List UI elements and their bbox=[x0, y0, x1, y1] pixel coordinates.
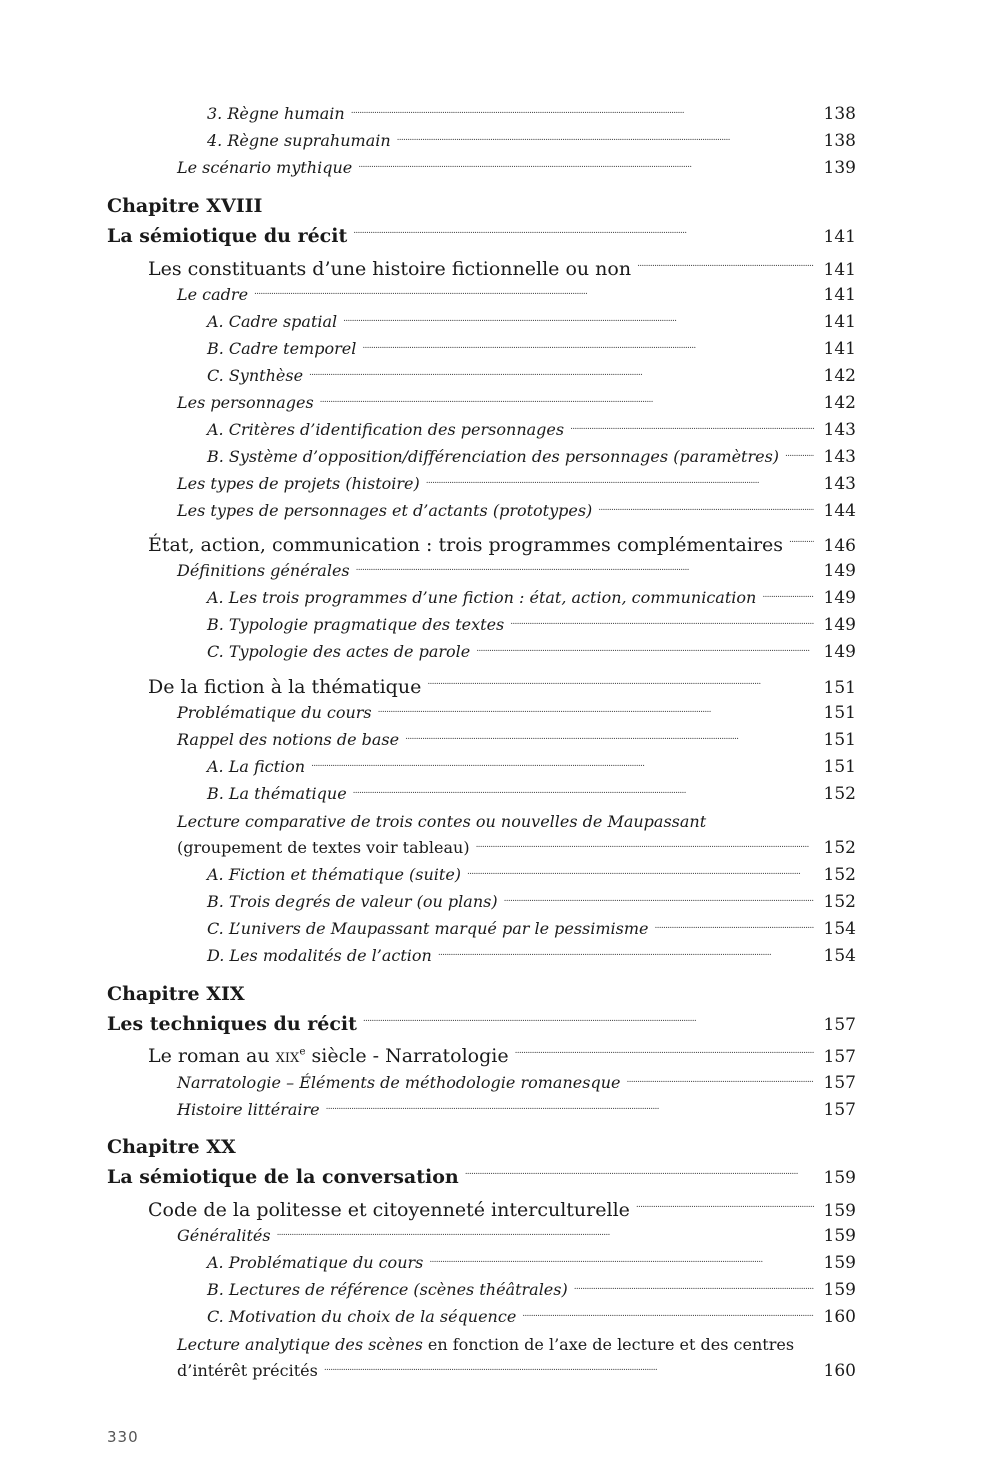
toc-entry[interactable] bbox=[0, 891, 1004, 917]
dot-leader bbox=[515, 1043, 814, 1062]
dot-leader bbox=[762, 587, 814, 603]
toc-entry[interactable] bbox=[0, 392, 1004, 418]
toc-entry[interactable] bbox=[0, 702, 1004, 728]
toc-entry-label: Généralités bbox=[177, 1226, 271, 1245]
toc-entry[interactable] bbox=[0, 1225, 1004, 1251]
toc-page-number: 160 bbox=[823, 1361, 856, 1381]
toc-page-number: 159 bbox=[823, 1280, 856, 1300]
dot-leader bbox=[353, 223, 814, 242]
toc-entry[interactable] bbox=[0, 500, 1004, 526]
dot-leader bbox=[358, 157, 814, 173]
toc-page-number: 151 bbox=[823, 678, 856, 698]
toc-entry-label: A. Fiction et thématique (suite) bbox=[207, 865, 462, 884]
toc-entry-label bbox=[148, 1045, 515, 1067]
toc-page-number: 138 bbox=[823, 104, 856, 124]
dot-leader bbox=[324, 1360, 814, 1376]
chapter-heading: Chapitre XIX bbox=[107, 983, 245, 1005]
dot-leader bbox=[467, 864, 814, 880]
dot-leader bbox=[522, 1306, 814, 1322]
dot-leader bbox=[510, 614, 814, 630]
toc-page-number: 157 bbox=[823, 1073, 856, 1093]
toc-entry-label: Les types de personnages et d’actants (prototypes) bbox=[177, 501, 593, 520]
toc-page-number: 151 bbox=[823, 703, 856, 723]
toc-entry[interactable] bbox=[0, 223, 1004, 249]
dot-leader bbox=[320, 392, 814, 408]
toc-page-number: 149 bbox=[823, 642, 856, 662]
toc-entry-label: 4. Règne suprahumain bbox=[207, 131, 391, 150]
toc-entry[interactable] bbox=[0, 1043, 1004, 1069]
dot-leader bbox=[574, 1279, 814, 1295]
toc-page-number: 141 bbox=[823, 285, 856, 305]
toc-entry-label: A. Les trois programmes d’une fiction : état, action, communication bbox=[207, 588, 757, 607]
toc-entry-label: État, action, communication : trois programmes complémentaires bbox=[148, 534, 784, 556]
toc-page-number: 160 bbox=[823, 1307, 856, 1327]
toc-entry-label: B. Trois degrés de valeur (ou plans) bbox=[207, 892, 498, 911]
toc-entry-label: A. La fiction bbox=[207, 757, 306, 776]
toc-entry-label-roman: en fonction de l’axe de lecture et des centres bbox=[422, 1335, 795, 1354]
dot-leader bbox=[637, 256, 814, 275]
toc-entry-label: d’intérêt précités bbox=[177, 1361, 318, 1380]
toc-page-number: 141 bbox=[823, 227, 856, 247]
toc-page-number: 157 bbox=[823, 1015, 856, 1035]
dot-leader bbox=[655, 918, 814, 934]
dot-leader bbox=[362, 338, 814, 354]
toc-page-number: 157 bbox=[823, 1100, 856, 1120]
toc-entry[interactable] bbox=[0, 837, 1004, 863]
toc-page-number: 141 bbox=[823, 312, 856, 332]
toc-page-number: 154 bbox=[823, 919, 856, 939]
dot-leader bbox=[277, 1225, 814, 1241]
toc-entry-label: B. Lectures de référence (scènes théâtrales) bbox=[207, 1280, 568, 1299]
dot-leader bbox=[426, 473, 814, 489]
toc-page-number: 159 bbox=[823, 1168, 856, 1188]
toc-page-number: 141 bbox=[823, 339, 856, 359]
century-numeral: xix bbox=[275, 1045, 300, 1067]
toc-entry[interactable] bbox=[0, 756, 1004, 782]
page-number: 330 bbox=[107, 1428, 139, 1446]
toc-entry[interactable] bbox=[0, 1306, 1004, 1332]
toc-entry[interactable] bbox=[0, 1197, 1004, 1223]
toc-entry[interactable] bbox=[0, 1360, 1004, 1386]
toc-page-number: 142 bbox=[823, 393, 856, 413]
toc-entry[interactable] bbox=[0, 103, 1004, 129]
toc-page-number: 139 bbox=[823, 158, 856, 178]
toc-page-number: 143 bbox=[823, 420, 856, 440]
toc-entry-label-italic: Lecture analytique des scènes bbox=[177, 1335, 423, 1354]
dot-leader bbox=[353, 783, 814, 799]
dot-leader bbox=[309, 365, 814, 381]
dot-leader bbox=[363, 1011, 814, 1030]
toc-entry-label: Les personnages bbox=[177, 393, 314, 412]
toc-entry[interactable] bbox=[0, 446, 1004, 472]
toc-entry[interactable] bbox=[0, 338, 1004, 364]
toc-entry[interactable] bbox=[0, 729, 1004, 755]
toc-entry-label-line: Lecture comparative de trois contes ou nouvelles de Maupassant bbox=[177, 812, 707, 831]
toc-entry-label: Le cadre bbox=[177, 285, 249, 304]
dot-leader bbox=[397, 130, 814, 146]
toc-page-number: 152 bbox=[823, 838, 856, 858]
toc-entry[interactable] bbox=[0, 560, 1004, 586]
toc-entry-label: Définitions générales bbox=[177, 561, 350, 580]
dot-leader bbox=[465, 1164, 814, 1183]
toc-entry-label: A. Cadre spatial bbox=[207, 312, 338, 331]
toc-entry-label: De la fiction à la thématique bbox=[148, 676, 422, 698]
toc-entry-label: B. Typologie pragmatique des textes bbox=[207, 615, 505, 634]
toc-entry-label: Les types de projets (histoire) bbox=[177, 474, 420, 493]
toc-entry-label: B. Cadre temporel bbox=[207, 339, 357, 358]
label-part: Le roman au bbox=[148, 1045, 276, 1067]
toc-entry-label: C. L’univers de Maupassant marqué par le pessimisme bbox=[207, 919, 649, 938]
toc-entry[interactable] bbox=[0, 783, 1004, 809]
toc-entry-label: La sémiotique de la conversation bbox=[107, 1166, 459, 1188]
toc-entry[interactable] bbox=[0, 1099, 1004, 1125]
toc-entry[interactable] bbox=[0, 864, 1004, 890]
dot-leader bbox=[326, 1099, 814, 1115]
toc-page-number: 149 bbox=[823, 561, 856, 581]
toc-entry-label: B. La thématique bbox=[207, 784, 347, 803]
label-part: siècle - Narratologie bbox=[305, 1045, 509, 1067]
toc-page-number: 151 bbox=[823, 730, 856, 750]
dot-leader bbox=[476, 837, 814, 853]
toc-entry-label: Histoire littéraire bbox=[177, 1100, 320, 1119]
toc-page-number: 152 bbox=[823, 892, 856, 912]
toc-entry[interactable] bbox=[0, 311, 1004, 337]
toc-page-number: 144 bbox=[823, 501, 856, 521]
toc-entry-label: (groupement de textes voir tableau) bbox=[177, 838, 470, 857]
dot-leader bbox=[570, 419, 814, 435]
dot-leader bbox=[351, 103, 814, 119]
dot-leader bbox=[427, 674, 814, 693]
chapter-heading: Chapitre XVIII bbox=[107, 195, 263, 217]
dot-leader bbox=[438, 945, 814, 961]
toc-entry[interactable] bbox=[0, 532, 1004, 558]
toc-entry[interactable] bbox=[0, 614, 1004, 640]
ordinal-superscript: e bbox=[299, 1045, 306, 1058]
dot-leader bbox=[356, 560, 814, 576]
toc-entry[interactable] bbox=[0, 1252, 1004, 1278]
toc-page-number: 146 bbox=[823, 536, 856, 556]
dot-leader bbox=[378, 702, 814, 718]
toc-page-number: 149 bbox=[823, 615, 856, 635]
toc-entry[interactable] bbox=[0, 587, 1004, 613]
toc-entry-label: Le scénario mythique bbox=[177, 158, 353, 177]
toc-page-number: 142 bbox=[823, 366, 856, 386]
dot-leader bbox=[785, 446, 814, 462]
toc-page-number: 149 bbox=[823, 588, 856, 608]
toc-entry[interactable] bbox=[0, 1011, 1004, 1037]
toc-page-number: 159 bbox=[823, 1253, 856, 1273]
toc-page-number: 154 bbox=[823, 946, 856, 966]
toc-entry-label: Problématique du cours bbox=[177, 703, 372, 722]
toc-entry-label: C. Typologie des actes de parole bbox=[207, 642, 471, 661]
toc-entry[interactable] bbox=[0, 1072, 1004, 1098]
toc-page-number: 159 bbox=[823, 1226, 856, 1246]
dot-leader bbox=[311, 756, 814, 772]
toc-entry-label: Narratologie – Éléments de méthodologie romanesque bbox=[177, 1073, 621, 1092]
toc-entry[interactable] bbox=[0, 157, 1004, 183]
toc-entry-label: A. Problématique du cours bbox=[207, 1253, 424, 1272]
toc-entry-label: C. Motivation du choix de la séquence bbox=[207, 1307, 517, 1326]
dot-leader bbox=[598, 500, 814, 516]
toc-page-number: 151 bbox=[823, 757, 856, 777]
toc-entry-label: Les constituants d’une histoire fictionnelle ou non bbox=[148, 258, 632, 280]
toc-entry-label: A. Critères d’identification des personnages bbox=[207, 420, 565, 439]
toc-entry-label: Rappel des notions de base bbox=[177, 730, 400, 749]
toc-entry[interactable] bbox=[0, 945, 1004, 971]
dot-leader bbox=[405, 729, 814, 745]
toc-entry[interactable] bbox=[0, 1164, 1004, 1190]
toc-entry-label: D. Les modalités de l’action bbox=[207, 946, 432, 965]
toc-entry[interactable] bbox=[0, 641, 1004, 667]
toc-entry[interactable] bbox=[0, 674, 1004, 700]
toc-entry[interactable] bbox=[0, 918, 1004, 944]
dot-leader bbox=[626, 1072, 814, 1088]
toc-entry-label: Les techniques du récit bbox=[107, 1013, 357, 1035]
toc-entry[interactable] bbox=[0, 419, 1004, 445]
chapter-heading: Chapitre XX bbox=[107, 1136, 236, 1158]
toc-entry-label: La sémiotique du récit bbox=[107, 225, 348, 247]
dot-leader bbox=[504, 891, 814, 907]
dot-leader bbox=[429, 1252, 814, 1268]
toc-page-number: 157 bbox=[823, 1047, 856, 1067]
toc-entry[interactable] bbox=[0, 256, 1004, 282]
toc-page-number: 143 bbox=[823, 447, 856, 467]
toc-entry-label: 3. Règne humain bbox=[207, 104, 345, 123]
dot-leader bbox=[789, 532, 814, 551]
toc-entry-label: B. Système d’opposition/différenciation des personnages (paramètres) bbox=[207, 447, 780, 466]
toc-entry-label: Code de la politesse et citoyenneté interculturelle bbox=[148, 1199, 630, 1221]
toc-entry-label-line bbox=[177, 1335, 794, 1354]
toc-page-number: 159 bbox=[823, 1201, 856, 1221]
dot-leader bbox=[476, 641, 814, 657]
dot-leader bbox=[343, 311, 814, 327]
toc-entry[interactable] bbox=[0, 1279, 1004, 1305]
toc-page-number: 143 bbox=[823, 474, 856, 494]
toc-entry-label: C. Synthèse bbox=[207, 366, 304, 385]
toc-entry[interactable] bbox=[0, 365, 1004, 391]
dot-leader bbox=[254, 284, 814, 300]
toc-entry[interactable] bbox=[0, 284, 1004, 310]
toc-page-number: 152 bbox=[823, 784, 856, 804]
toc-page-number: 152 bbox=[823, 865, 856, 885]
toc-page-number: 138 bbox=[823, 131, 856, 151]
toc-entry[interactable] bbox=[0, 473, 1004, 499]
dot-leader bbox=[636, 1197, 814, 1216]
toc-page-number: 141 bbox=[823, 260, 856, 280]
toc-entry[interactable] bbox=[0, 130, 1004, 156]
